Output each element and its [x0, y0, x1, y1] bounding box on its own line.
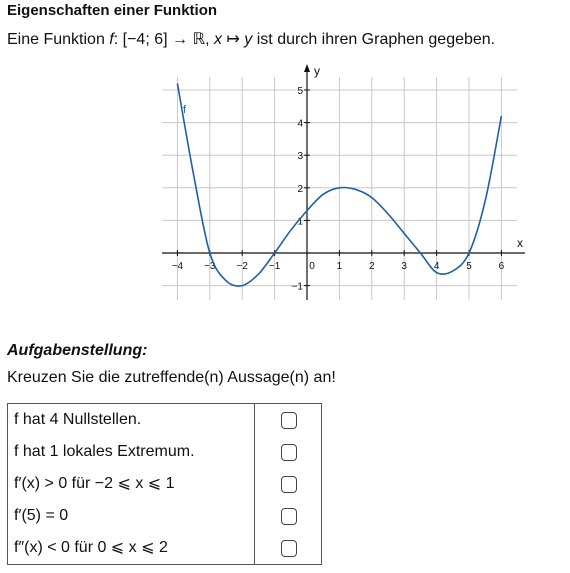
y-tick-label: 4 [297, 118, 303, 130]
task-heading: Aufgabenstellung: [7, 342, 148, 359]
intro-y: y [244, 31, 253, 48]
intro-x: x [214, 31, 222, 48]
x-tick-label: −4 [171, 261, 184, 272]
checkbox-column [255, 404, 322, 565]
intro-suffix: ist durch ihren Graphen gegeben. [252, 31, 496, 48]
intro-prefix: Eine Funktion [7, 31, 110, 48]
x-tick-label: 5 [466, 261, 472, 272]
x-tick-label: 1 [336, 261, 343, 272]
statement-text: f′(x) > 0 für −2 ⩽ x ⩽ 1 [14, 475, 175, 492]
y-tick-label: −1 [291, 281, 303, 293]
x-tick-label: −2 [236, 261, 248, 272]
intro-mapsto: ↦ [222, 31, 245, 48]
x-tick-label: 2 [369, 261, 375, 272]
statement-text: f hat 4 Nullstellen. [14, 411, 142, 428]
task-instruction: Kreuzen Sie die zutreffende(n) Aussage(n) an! [7, 369, 336, 386]
x-tick-label: 4 [433, 261, 440, 272]
statement-text: f hat 1 lokales Extremum. [14, 443, 195, 460]
x-tick-label: 6 [498, 261, 505, 272]
x-axis-label: x [517, 236, 523, 250]
y-axis-arrow [304, 64, 310, 72]
intro-domain: : [−4; 6] → ℝ, [113, 31, 214, 48]
x-tick-label: −1 [268, 261, 281, 272]
statement-text: f′(5) = 0 [14, 507, 69, 524]
statement-checkbox[interactable] [281, 476, 297, 493]
x-tick-label: −3 [204, 261, 216, 272]
statement-list [8, 404, 255, 565]
page-title: Eigenschaften einer Funktion [7, 2, 218, 19]
curve-label: f [183, 104, 187, 116]
y-tick-label: 3 [297, 151, 303, 163]
statement-text: f″(x) < 0 für 0 ⩽ x ⩽ 2 [14, 539, 168, 556]
y-tick-label: 5 [297, 86, 303, 97]
x-tick-label: 0 [309, 261, 315, 272]
y-tick-label: 2 [297, 183, 303, 195]
intro-function-name: f [109, 31, 114, 48]
statement-checkbox[interactable] [281, 540, 297, 557]
statement-checkbox[interactable] [281, 412, 297, 429]
statement-checkbox[interactable] [281, 444, 297, 461]
y-tick-label: 1 [297, 216, 303, 228]
x-tick-label: 3 [401, 261, 407, 272]
statement-checkbox[interactable] [281, 508, 297, 525]
statement-table [7, 403, 322, 565]
y-axis-label: y [314, 64, 320, 78]
